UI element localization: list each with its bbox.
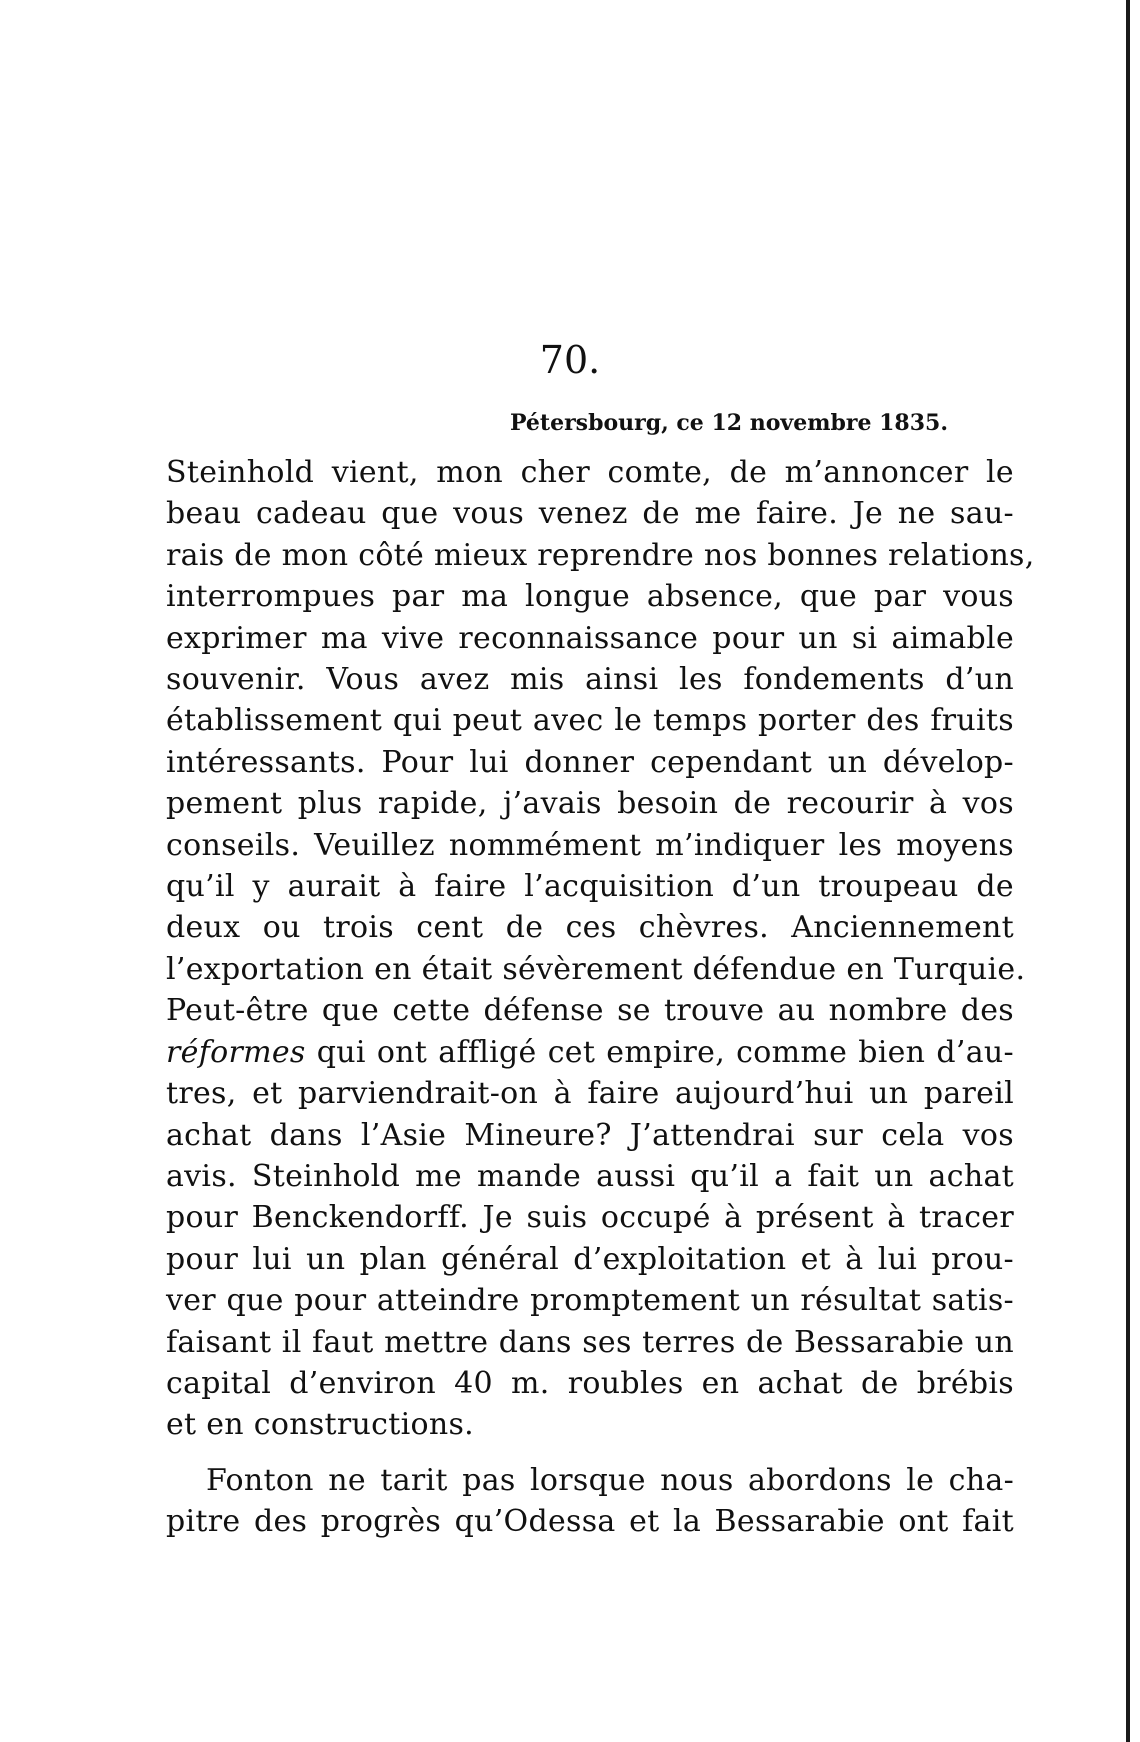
text-line: pour Benckendorff. Je suis occupé à présent à tracer (166, 1200, 1014, 1236)
text-line: beau cadeau que vous venez de me faire. Je ne sau- (166, 496, 1014, 532)
text-line: interrompues par ma longue absence, que par vous (166, 579, 1014, 615)
text-line: pour lui un plan général d’exploitation et à lui prou- (166, 1241, 1014, 1277)
text-line: tres, et parviendrait-on à faire aujourd’hui un pareil (166, 1076, 1014, 1112)
text-line: qu’il y aurait à faire l’acquisition d’un troupeau de (166, 869, 1014, 905)
text-line: conseils. Veuillez nommément m’indiquer les moyens (166, 827, 1014, 863)
text-line: pement plus rapide, j’avais besoin de recourir à vos (166, 786, 1014, 822)
scan-edge-line (1126, 0, 1130, 1742)
text-line: exprimer ma vive reconnaissance pour un si aimable (166, 620, 1014, 656)
text-line: établissement qui peut avec le temps porter des fruits (166, 703, 1014, 739)
text-line: intéressants. Pour lui donner cependant un dévelop- (166, 744, 1014, 780)
text-line: deux ou trois cent de ces chèvres. Anciennement (166, 910, 1014, 946)
text-line: rais de mon côté mieux reprendre nos bonnes relations, (166, 537, 1035, 573)
text-line: Peut-être que cette défense se trouve au nombre des (166, 993, 1014, 1029)
text-line: capital d’environ 40 m. roubles en achat de brébis (166, 1365, 1014, 1401)
letter-dateline: Pétersbourg, ce 12 novembre 1835. (509, 410, 948, 436)
page-number: 70. (539, 338, 601, 382)
text-line: souvenir. Vous avez mis ainsi les fondements d’un (166, 662, 1014, 698)
text-line: et en constructions. (166, 1407, 475, 1443)
letter-paragraph-2 (166, 1460, 1014, 1543)
text-line: ver que pour atteindre promptement un résultat satis- (166, 1283, 1014, 1319)
italic-word: réformes (166, 1034, 306, 1070)
text-line: faisant il faut mettre dans ses terres de Bessarabie un (166, 1324, 1014, 1360)
text-line: avis. Steinhold me mande aussi qu’il a fait un achat (166, 1158, 1014, 1194)
text-line: achat dans l’Asie Mineure? J’attendrai sur cela vos (166, 1117, 1014, 1153)
text-line: pitre des progrès qu’Odessa et la Bessarabie ont fait (166, 1504, 1014, 1540)
letter-paragraph-1 (166, 452, 1035, 1446)
text-line-with-italic (166, 1032, 1014, 1073)
text-fragment: qui ont affligé cet empire, comme bien d’au- (305, 1034, 1014, 1070)
text-line: Fonton ne tarit pas lorsque nous abordons le cha- (206, 1463, 1014, 1498)
text-line: l’exportation en était sévèrement défendue en Turquie. (166, 951, 1026, 987)
text-line: Steinhold vient, mon cher comte, de m’annoncer le (166, 455, 1014, 490)
